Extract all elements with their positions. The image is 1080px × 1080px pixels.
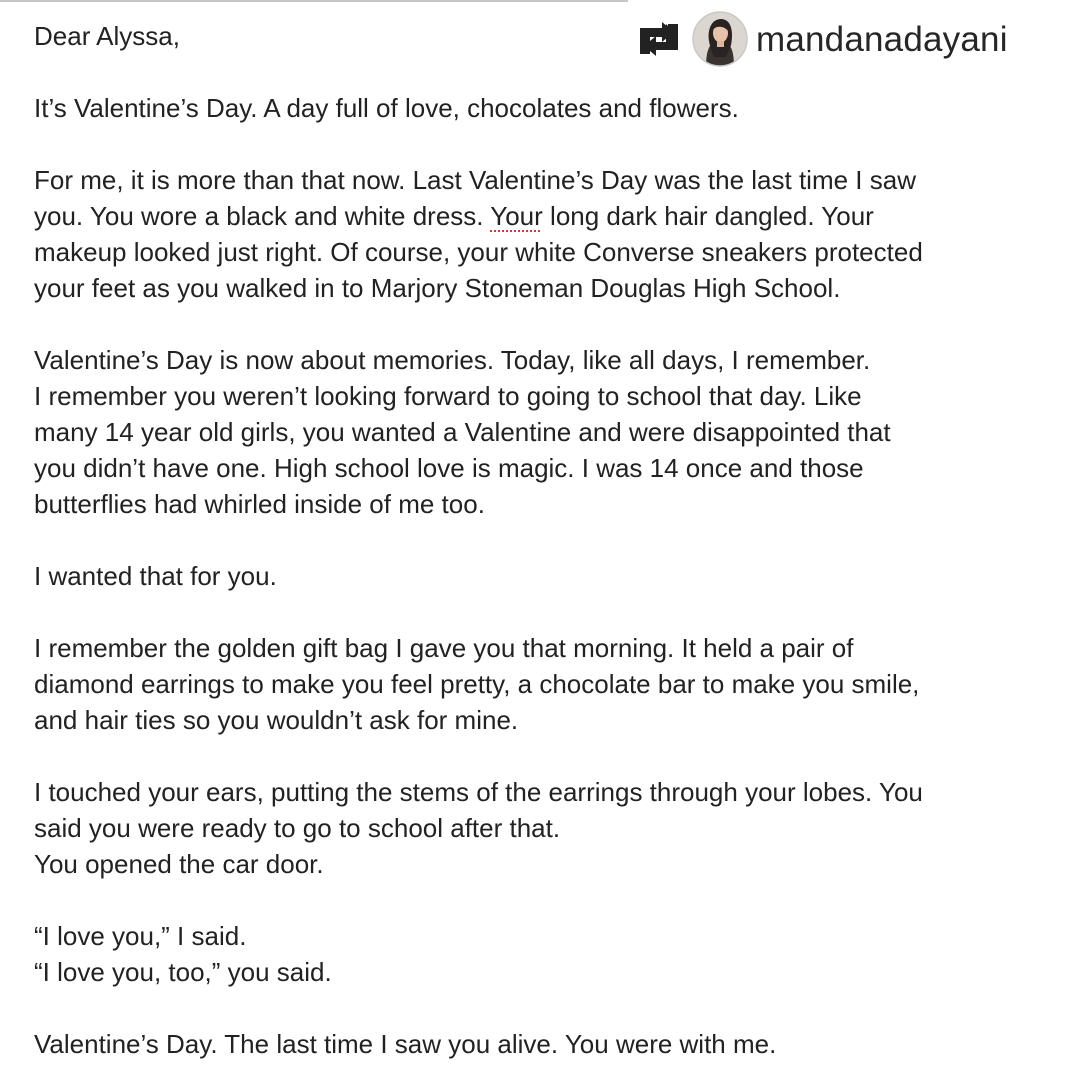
text-line: You opened the car door. [34,849,324,879]
text-line: I remember you weren’t looking forward to going to school that day. Like [34,381,862,411]
letter-greeting: Dear Alyssa, [34,21,180,51]
text-line: Valentine’s Day is now about memories. Today, like all days, I remember. [34,345,871,375]
letter-body [34,18,1064,1080]
text-line: “I love you,” I said. [34,921,247,951]
text-line: makeup looked just right. Of course, your white Converse sneakers protected [34,237,923,267]
text-segment: long dark hair dangled. Your [542,201,874,231]
text-line: many 14 year old girls, you wanted a Valentine and were disappointed that [34,417,891,447]
top-divider [0,0,628,2]
text-line: For me, it is more than that now. Last Valentine’s Day was the last time I saw [34,165,916,195]
text-line: and hair ties so you wouldn’t ask for mine. [34,705,519,735]
paragraph-5 [34,630,1064,738]
text-line-with-spellcheck [34,198,1064,234]
text-line: you didn’t have one. High school love is magic. I was 14 once and those [34,453,864,483]
paragraph-1 [34,90,1064,126]
text-line: Valentine’s Day. The last time I saw you alive. You were with me. [34,1029,777,1059]
spellcheck-word: Your [490,201,543,231]
paragraph-4 [34,558,1064,594]
paragraph-3 [34,342,1064,522]
text-segment: you. You wore a black and white dress. [34,201,491,231]
text-line: I touched your ears, putting the stems of the earrings through your lobes. You [34,777,923,807]
text-line: diamond earrings to make you feel pretty, a chocolate bar to make you smile, [34,669,920,699]
paragraph-7 [34,918,1064,990]
text-line: I wanted that for you. [34,561,277,591]
paragraph-8 [34,1026,1064,1062]
text-line: butterflies had whirled inside of me too. [34,489,485,519]
text-line: said you were ready to go to school after that. [34,813,561,843]
text-line: It’s Valentine’s Day. A day full of love, chocolates and flowers. [34,93,739,123]
paragraph-6 [34,774,1064,882]
text-line: your feet as you walked in to Marjory Stoneman Douglas High School. [34,273,841,303]
paragraph-2 [34,162,1064,306]
text-line: “I love you, too,” you said. [34,957,332,987]
repost-username[interactable]: mandanadayani [756,19,1008,59]
text-line: I remember the golden gift bag I gave you that morning. It held a pair of [34,633,854,663]
